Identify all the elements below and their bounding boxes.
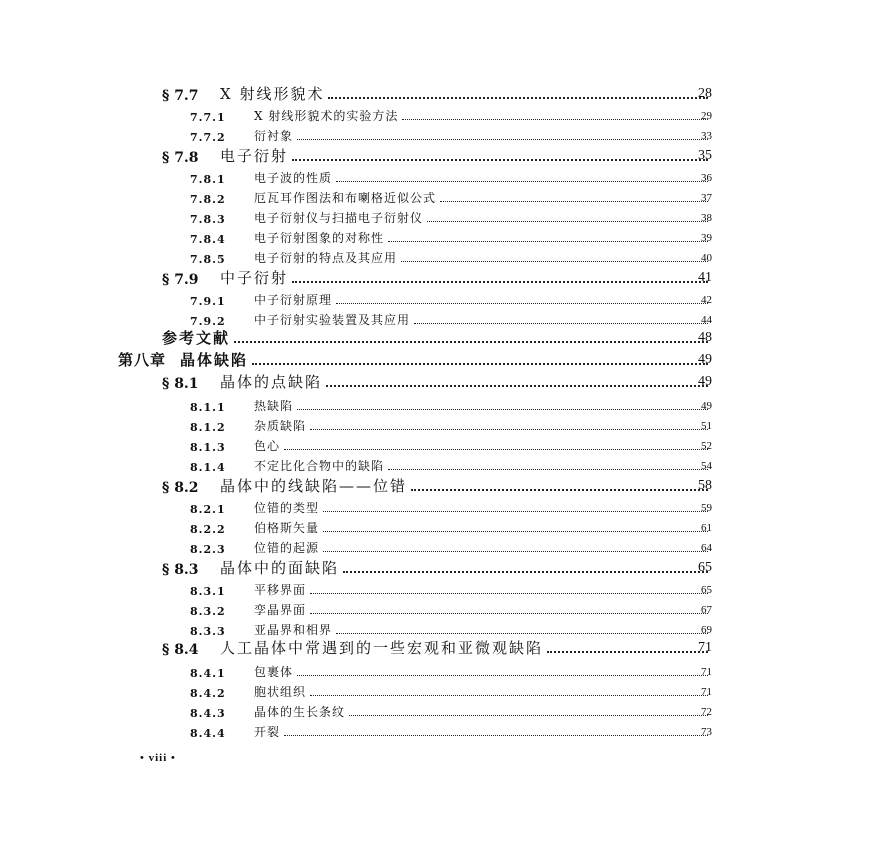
toc-page-number: 65 [701,584,712,596]
dot-leader [402,119,708,120]
toc-row-sub [0,434,870,454]
dot-leader [284,735,708,736]
toc-row-sub [0,578,870,598]
toc-entry-title: 开裂 [254,725,281,739]
toc-entry-number: 7.8.4 [190,233,226,246]
toc-entry-number: 8.4.3 [190,707,226,720]
toc-entry-number: 7.9.1 [190,295,226,308]
dot-leader [284,449,708,450]
toc-entry-title: 亚晶界和相界 [254,623,333,637]
toc-entry-number: 7.8.1 [190,173,226,186]
toc-entry-title: 胞状组织 [254,685,307,699]
page-footer: • viii • [140,752,176,764]
toc-entry-title: 厄瓦耳作图法和布喇格近似公式 [254,191,437,205]
toc-entry-title: 电子衍射的特点及其应用 [254,251,398,265]
toc-row-sub [0,700,870,720]
dot-leader [323,531,708,532]
toc-entry-title: X 射线形貌术 [220,85,325,103]
toc-entry-title: 位错的类型 [254,501,320,515]
toc-row-sec [0,558,870,578]
toc-entry-title: X 射线形貌术的实验方法 [254,109,399,123]
toc-entry-title: 中子衍射实验装置及其应用 [254,313,411,327]
dot-leader [440,201,708,202]
toc-row-sub [0,186,870,206]
toc-entry-number: 7.7.2 [190,131,226,144]
toc-entry-title: 热缺陷 [254,399,294,413]
toc-page-number: 72 [701,706,712,718]
toc-entry-number: § 8.4 [162,642,199,658]
dot-leader [326,385,708,387]
toc-row-sec [0,268,870,288]
toc-page-number: 71 [701,666,712,678]
toc-entry-title: 人工晶体中常遇到的一些宏观和亚微观缺陷 [220,639,544,657]
dot-leader [234,341,708,343]
toc-page-number: 41 [698,270,712,285]
toc-entry-number: § 8.3 [162,562,199,578]
dot-leader [252,363,708,365]
toc-page-number: 33 [701,130,712,142]
dot-leader [310,593,708,594]
toc-entry-title: 衍衬象 [254,129,294,143]
toc-entry-title: 晶体的点缺陷 [220,373,323,391]
toc-row-sub [0,104,870,124]
dot-leader [336,303,708,304]
toc-entry-title: 电子衍射 [220,147,289,165]
toc-entry-title: 电子波的性质 [254,171,333,185]
dot-leader [343,571,708,573]
toc-page-number: 39 [701,232,712,244]
toc-page-number: 40 [701,252,712,264]
toc-page-number: 44 [701,314,712,326]
dot-leader [388,241,708,242]
toc-page-number: 65 [698,560,712,575]
dot-leader [310,429,708,430]
toc-row-sub [0,246,870,266]
toc-row-sec [0,84,870,104]
toc-row-sub [0,308,870,328]
toc-row-sub [0,598,870,618]
toc-page-number: 73 [701,726,712,738]
dot-leader [310,613,708,614]
toc-row-sub [0,516,870,536]
dot-leader [414,323,708,324]
toc-row-sub [0,618,870,638]
toc-entry-number: § 7.7 [162,88,199,104]
dot-leader [401,261,708,262]
toc-entry-number: § 7.9 [162,272,199,288]
toc-entry-number: 8.4.4 [190,727,226,740]
toc-page-number: 38 [701,212,712,224]
toc-page-number: 29 [701,110,712,122]
toc-row-sub [0,226,870,246]
toc-entry-title: 位错的起源 [254,541,320,555]
toc-row-sec [0,372,870,392]
dot-leader [388,469,708,470]
toc-entry-title: 晶体中的面缺陷 [220,559,340,577]
toc-page-number: 36 [701,172,712,184]
toc-entry-number: 第八章 [118,351,167,369]
toc-entry-number: 8.3.1 [190,585,226,598]
dot-leader [297,409,708,410]
dot-leader [323,551,708,552]
dot-leader [323,511,708,512]
toc-entry-number: 7.9.2 [190,315,226,328]
toc-entry-title: 电子衍射图象的对称性 [254,231,385,245]
toc-entry-number: 7.7.1 [190,111,226,124]
toc-entry-title: 中子衍射原理 [254,293,333,307]
toc-page-number: 71 [701,686,712,698]
toc-entry-number: 8.3.2 [190,605,226,618]
toc-entry-number: 7.8.5 [190,253,226,266]
dot-leader [292,281,708,283]
toc-entry-title: 杂质缺陷 [254,419,307,433]
toc-row-sub [0,496,870,516]
toc-row-sub [0,454,870,474]
toc-page-number: 59 [701,502,712,514]
toc-entry-title: 孪晶界面 [254,603,307,617]
toc-entry-number: 8.1.4 [190,461,226,474]
dot-leader [310,695,708,696]
toc-page-number: 49 [698,352,712,367]
toc-row-chap [0,350,870,370]
toc-row-sub [0,206,870,226]
toc-row-sub [0,166,870,186]
toc-page-number: 61 [701,522,712,534]
toc-row-sec [0,146,870,166]
toc-row-sub [0,414,870,434]
toc-row-sec [0,476,870,496]
toc-entry-number: 7.8.3 [190,213,226,226]
toc-row-sub [0,124,870,144]
toc-row-sub [0,720,870,740]
dot-leader [297,675,708,676]
dot-leader [292,159,708,161]
toc-page-number: 51 [701,420,712,432]
toc-entry-title: 晶体的生长条纹 [254,705,346,719]
toc-row-sub [0,394,870,414]
toc-entry-number: § 8.1 [162,376,199,392]
toc-page-number: 54 [701,460,712,472]
toc-entry-number: § 8.2 [162,480,199,496]
dot-leader [411,489,708,491]
toc-page-number: 64 [701,542,712,554]
toc-entry-number: § 7.8 [162,150,199,166]
dot-leader [349,715,708,716]
toc-entry-number: 8.1.2 [190,421,226,434]
toc-entry-number: 8.2.3 [190,543,226,556]
toc-page-number: 58 [698,478,712,493]
toc-entry-number: 7.8.2 [190,193,226,206]
toc-page-number: 52 [701,440,712,452]
toc-entry-title: 平移界面 [254,583,307,597]
toc-page-number: 48 [698,330,712,345]
dot-leader [336,181,708,182]
dot-leader [427,221,708,222]
toc-page-number: 71 [698,640,712,655]
toc-row-sub [0,680,870,700]
toc-entry-number: 8.1.3 [190,441,226,454]
toc-entry-title: 包裹体 [254,665,294,679]
toc-page-number: 49 [701,400,712,412]
toc-row-ref [0,328,870,348]
dot-leader [547,651,708,653]
toc-row-sub [0,288,870,308]
toc-entry-number: 8.1.1 [190,401,226,414]
toc-entry-title: 晶体中的线缺陷——位错 [220,477,408,495]
toc-row-sec [0,638,870,658]
toc-entry-title: 中子衍射 [220,269,289,287]
toc-entry-title: 色心 [254,439,281,453]
toc-entry-number: 8.2.2 [190,523,226,536]
toc-entry-number: 8.3.3 [190,625,226,638]
toc-row-sub [0,536,870,556]
toc-entry-title: 晶体缺陷 [180,351,249,369]
toc-entry-title: 电子衍射仪与扫描电子衍射仪 [254,211,424,225]
dot-leader [336,633,708,634]
toc-row-sub [0,660,870,680]
toc-entry-title: 参考文献 [162,329,231,347]
toc-entry-title: 伯格斯矢量 [254,521,320,535]
toc-entry-title: 不定比化合物中的缺陷 [254,459,385,473]
toc-entry-number: 8.2.1 [190,503,226,516]
toc-page-number: 67 [701,604,712,616]
dot-leader [297,139,708,140]
toc-page-number: 28 [698,86,712,101]
toc-page-number: 37 [701,192,712,204]
dot-leader [328,97,708,99]
toc-page-number: 42 [701,294,712,306]
toc-entry-number: 8.4.1 [190,667,226,680]
toc-entry-number: 8.4.2 [190,687,226,700]
toc-page-number: 35 [698,148,712,163]
toc-page-number: 49 [698,374,712,389]
toc-page-number: 69 [701,624,712,636]
